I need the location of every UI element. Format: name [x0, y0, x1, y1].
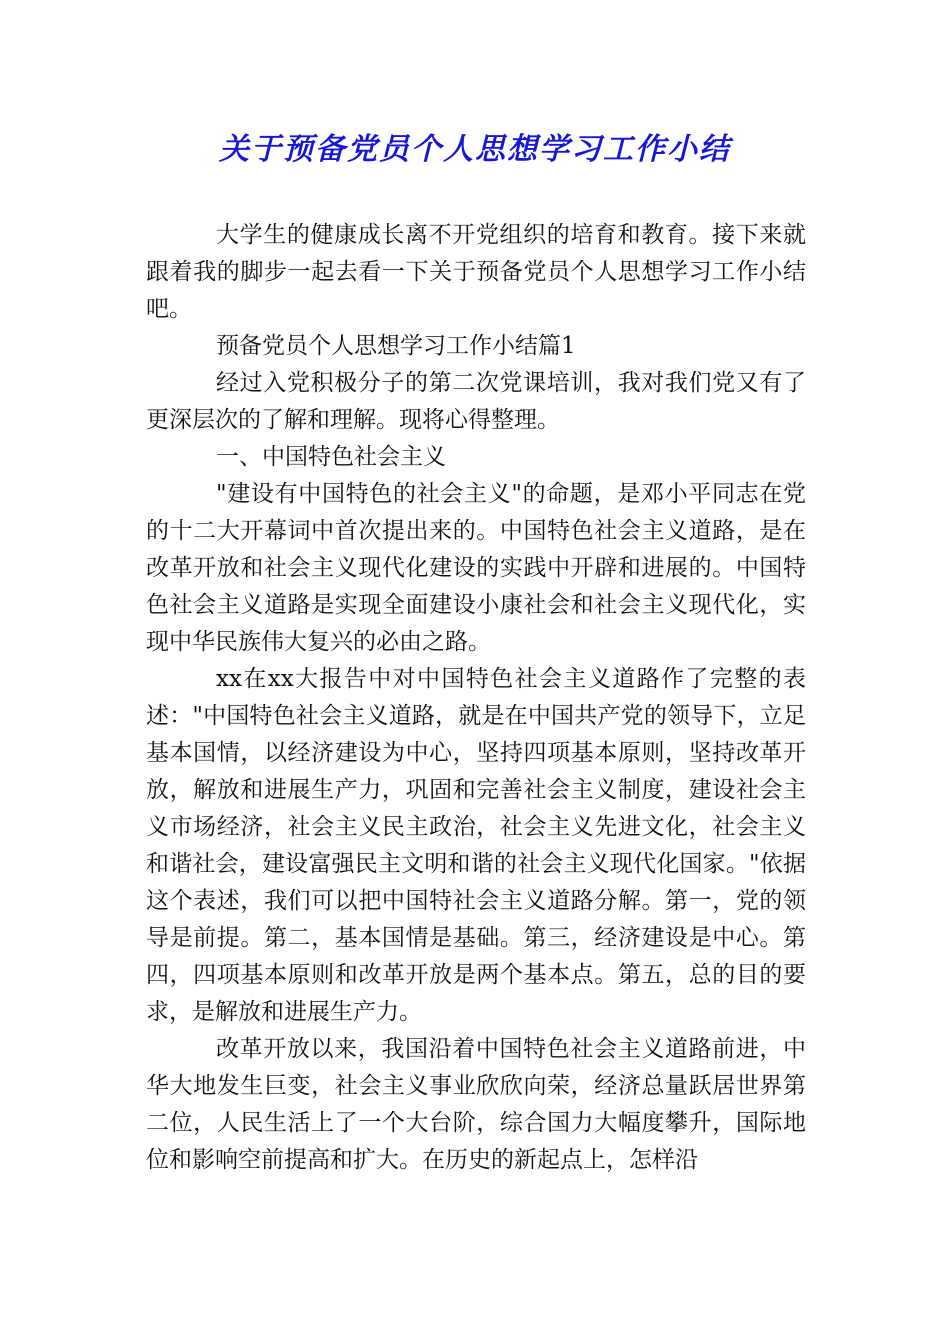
paragraph: xx在xx大报告中对中国特色社会主义道路作了完整的表述："中国特色社会主义道路，就是在中国共产党的领导下，立足基本国情，以经济建设为中心，坚持四项基本原则，坚持改革开放，解放和进展生产力，巩固和完善社会主义制度，建设社会主义市场经济，社会主义民主政治，社会主义先进文化，社会主义和谐社会，建设富强民主文明和谐的社会主义现代化国家。"依据这个表述，我们可以把中国特社会主义道路分解。第一，党的领导是前提。第二，基本国情是基础。第三，经济建设是中心。第四，四项基本原则和改革开放是两个基本点。第五，总的目的要求，是解放和进展生产力。: [146, 666, 806, 1025]
paragraph: 经过入党积极分子的第二次党课培训，我对我们党又有了更深层次的了解和理解。现将心得整理。: [146, 370, 806, 433]
document-title: 关于预备党员个人思想学习工作小结: [219, 132, 731, 167]
paragraph-intro: 大学生的健康成长离不开党组织的培育和教育。接下来就跟着我的脚步一起去看一下关于预备党员个人思想学习工作小结吧。: [146, 222, 806, 322]
document-body: [146, 217, 806, 1179]
paragraph: 改革开放以来，我国沿着中国特色社会主义道路前进，中华大地发生巨变，社会主义事业欣欣向荣，经济总量跃居世界第二位，人民生活上了一个大台阶，综合国力大幅度攀升，国际地位和影响空前提高和扩大。在历史的新起点上，怎样沿: [146, 1036, 806, 1173]
paragraph: "建设有中国特色的社会主义"的命题，是邓小平同志在党的十二大开幕词中首次提出来的。中国特色社会主义道路，是在改革开放和社会主义现代化建设的实践中开辟和进展的。中国特色社会主义道路是实现全面建设小康社会和社会主义现代化，实现中华民族伟大复兴的必由之路。: [146, 481, 806, 655]
subsection-heading: 一、中国特色社会主义: [216, 444, 446, 470]
section-heading: 预备党员个人思想学习工作小结篇1: [216, 333, 576, 359]
